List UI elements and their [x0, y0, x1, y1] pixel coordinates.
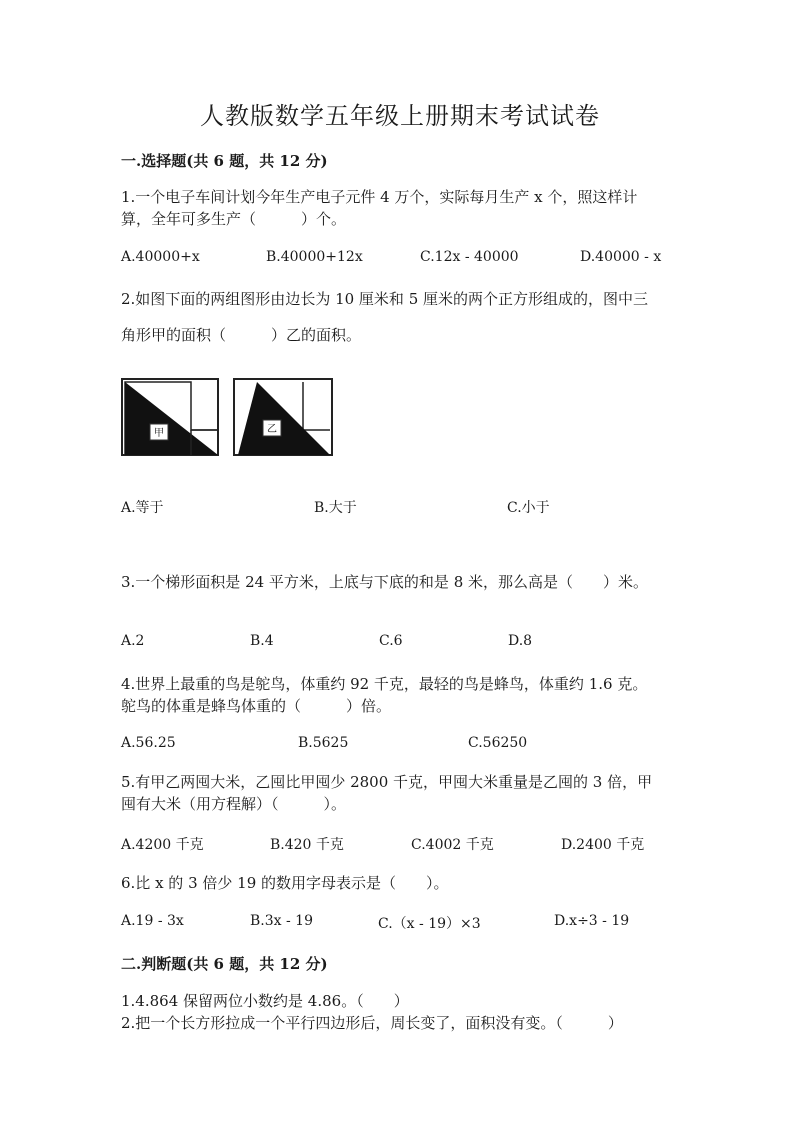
section-heading-judgment: 二.判断题(共 6 题，共 12 分): [121, 955, 328, 973]
question-3-option-d: D.8: [508, 633, 533, 649]
question-6-option-a: A.19 - 3x: [121, 913, 184, 929]
question-1-option-a: A.40000+x: [121, 249, 200, 265]
question-6-option-b: B.3x - 19: [250, 913, 313, 929]
section-heading-choice: 一.选择题(共 6 题，共 12 分): [121, 152, 328, 170]
question-5-line-2: 囤有大米（用方程解）（ ）。: [121, 795, 347, 813]
question-2-option-b: B.大于: [314, 500, 357, 516]
question-3-option-c: C.6: [379, 633, 403, 649]
question-5-line-1: 5.有甲乙两囤大米，乙囤比甲囤少 2800 千克，甲囤大米重量是乙囤的 3 倍，甲: [121, 773, 653, 791]
question-4-line-2: 鸵鸟的体重是蜂鸟体重的（ ）倍。: [121, 697, 392, 715]
question-4-option-c: C.56250: [468, 735, 528, 751]
question-1-line-1: 1.一个电子车间计划今年生产电子元件 4 万个，实际每月生产 x 个，照这样计: [121, 188, 638, 206]
question-6-option-d: D.x÷3 - 19: [554, 913, 630, 929]
question-2-line-2: 角形甲的面积（ ）乙的面积。: [121, 326, 362, 344]
question-2-option-a: A.等于: [121, 500, 164, 516]
judgment-2: 2.把一个长方形拉成一个平行四边形后，周长变了，面积没有变。（ ）: [121, 1014, 623, 1032]
question-3-line-1: 3.一个梯形面积是 24 平方米，上底与下底的和是 8 米，那么高是（ ）米。: [121, 573, 649, 591]
question-1-option-d: D.40000 - x: [580, 249, 662, 265]
question-5-option-a: A.4200 千克: [121, 837, 204, 853]
squares-triangles-figure: [121, 378, 333, 458]
question-4-option-b: B.5625: [298, 735, 349, 751]
judgment-1: 1.4.864 保留两位小数约是 4.86。（ ）: [121, 992, 409, 1010]
question-4-option-a: A.56.25: [121, 735, 176, 751]
question-3-option-a: A.2: [121, 633, 145, 649]
question-6-line-1: 6.比 x 的 3 倍少 19 的数用字母表示是（ ）。: [121, 874, 449, 892]
question-5-option-b: B.420 千克: [270, 837, 344, 853]
question-4-line-1: 4.世界上最重的鸟是鸵鸟，体重约 92 千克，最轻的鸟是蜂鸟，体重约 1.6 克。: [121, 675, 648, 693]
question-1-option-c: C.12x - 40000: [420, 249, 519, 265]
page-title: 人教版数学五年级上册期末考试试卷: [200, 102, 600, 130]
question-2-option-c: C.小于: [507, 500, 550, 516]
question-6-option-c: C.（x - 19）×3: [378, 916, 481, 932]
question-2-line-1: 2.如图下面的两组图形由边长为 10 厘米和 5 厘米的两个正方形组成的，图中三: [121, 290, 649, 308]
question-5-option-d: D.2400 千克: [561, 837, 645, 853]
label-jia: 甲: [154, 428, 164, 439]
question-3-option-b: B.4: [250, 633, 274, 649]
question-1-option-b: B.40000+12x: [266, 249, 363, 265]
label-yi: 乙: [267, 424, 277, 435]
question-1-line-2: 算，全年可多生产（ ）个。: [121, 210, 347, 228]
question-5-option-c: C.4002 千克: [411, 837, 494, 853]
